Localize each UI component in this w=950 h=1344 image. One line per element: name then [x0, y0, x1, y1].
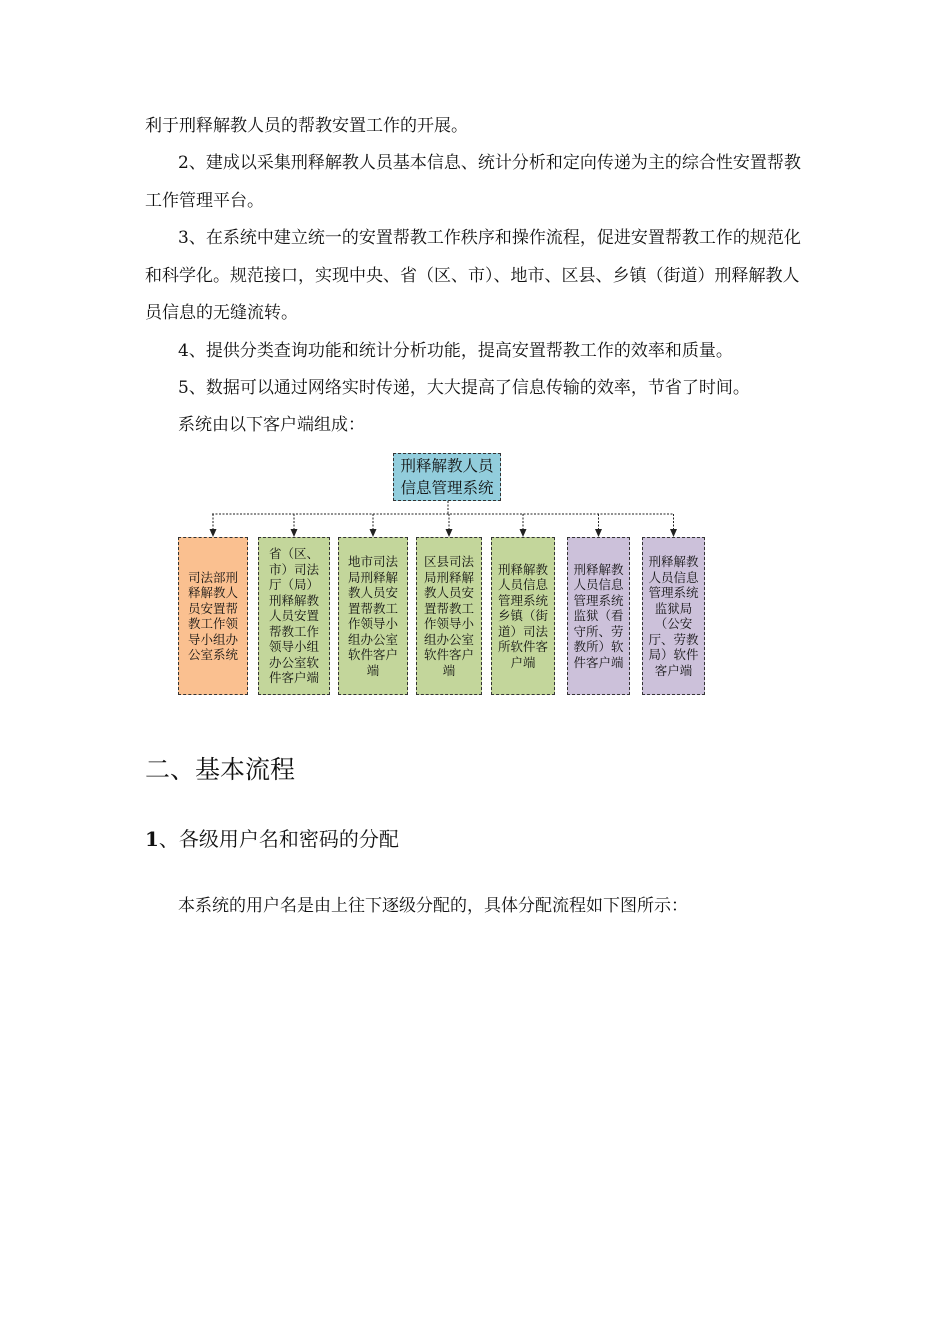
diagram-child-line: 省（区、 — [268, 546, 319, 562]
diagram-child-line: 作领导小 — [423, 616, 474, 631]
diagram-child-text — [573, 562, 623, 671]
diagram-child-line: 端 — [366, 662, 380, 678]
diagram-child-line: 办公室软 — [268, 654, 319, 670]
diagram-child-line: （公安 — [654, 616, 693, 631]
arrow-head-icon — [210, 529, 217, 537]
diagram-child-line: 人员信息 — [497, 577, 548, 593]
diagram-child-line: 导小组办 — [187, 631, 238, 647]
diagram-child-line: 教人员安 — [423, 585, 474, 600]
diagram-child-line: 作领导小 — [347, 616, 398, 631]
diagram-child-box — [491, 537, 555, 695]
paragraph-item-4: 4、提供分类查询功能和统计分析功能，提高安置帮教工作的效率和质量。 — [178, 341, 733, 361]
diagram-child-line: 厅、劳教 — [648, 631, 699, 647]
diagram-child-line: 区县司法 — [423, 554, 474, 569]
diagram-child-box — [416, 537, 482, 695]
diagram-root-box — [393, 453, 501, 501]
diagram-child-line: 司法部刑 — [187, 569, 238, 585]
diagram-child-text — [424, 554, 474, 678]
arrow-head-icon — [370, 529, 377, 537]
root-line-1: 刑释解教人员 — [400, 457, 494, 475]
diagram-child-line: 厅（局） — [268, 577, 319, 593]
section-heading: 二、基本流程 — [145, 755, 296, 784]
arrow-head-icon — [291, 529, 298, 537]
paragraph-continuation: 利于刑释解教人员的帮教安置工作的开展。 — [145, 116, 468, 136]
diagram-child-line: 员安置帮 — [187, 600, 238, 616]
org-diagram — [170, 450, 710, 700]
paragraph-item-5: 5、数据可以通过网络实时传递，大大提高了信息传输的效率，节省了时间。 — [178, 378, 750, 398]
diagram-child-line: 地市司法 — [347, 554, 398, 569]
paragraph-item-2: 2、建成以采集刑释解教人员基本信息、统计分析和定向传递为主的综合性安置帮教工作管理平台。 — [145, 153, 801, 211]
diagram-child-box — [642, 537, 705, 695]
diagram-child-text — [188, 570, 238, 663]
subsection-number: 1 — [145, 827, 159, 851]
diagram-child-line: 教所）软 — [573, 639, 624, 655]
diagram-child-line: 人员安置 — [268, 608, 319, 624]
diagram-child-line: 所软件客 — [497, 639, 548, 655]
diagram-child-box — [178, 537, 248, 695]
diagram-child-line: 守所、劳 — [573, 623, 624, 639]
diagram-child-line: 帮教工作 — [268, 623, 319, 639]
diagram-child-line: 管理系统 — [573, 592, 624, 608]
diagram-child-line: 客户端 — [654, 662, 693, 678]
diagram-child-line: 教工作领 — [187, 616, 238, 631]
diagram-child-line: 管理系统 — [497, 592, 548, 608]
diagram-child-line: 户端 — [510, 654, 536, 670]
diagram-child-text — [269, 546, 319, 686]
diagram-child-line: 刑释解教 — [573, 561, 624, 577]
diagram-child-line: 释解教人 — [187, 585, 238, 600]
diagram-child-line: 置帮教工 — [347, 600, 398, 616]
diagram-child-line: 置帮教工 — [423, 600, 474, 616]
diagram-child-text — [648, 554, 698, 678]
diagram-child-line: 市）司法 — [268, 561, 319, 577]
diagram-child-line: 端 — [442, 662, 456, 678]
diagram-child-box — [338, 537, 408, 695]
diagram-child-line: 教人员安 — [347, 585, 398, 600]
diagram-child-line: 刑释解教 — [268, 592, 319, 608]
diagram-child-line: 公室系统 — [187, 647, 238, 662]
root-line-2: 信息管理系统 — [400, 479, 494, 497]
diagram-child-line: 监狱局 — [654, 600, 693, 616]
diagram-child-box — [258, 537, 330, 695]
diagram-child-line: 乡镇（街 — [497, 608, 548, 624]
diagram-child-line: 管理系统 — [648, 585, 699, 600]
diagram-child-line: 刑释解教 — [648, 554, 699, 569]
diagram-child-line: 局刑释解 — [347, 569, 398, 585]
diagram-child-box — [567, 537, 630, 695]
diagram-child-line: 局刑释解 — [423, 569, 474, 585]
diagram-child-text — [498, 562, 548, 671]
arrow-head-icon — [595, 529, 602, 537]
diagram-child-line: 件客户端 — [268, 670, 319, 686]
diagram-child-line: 软件客户 — [423, 647, 474, 662]
diagram-child-text — [348, 554, 398, 678]
subsection-heading — [145, 824, 399, 854]
diagram-child-line: 人员信息 — [573, 577, 624, 593]
diagram-child-line: 人员信息 — [648, 569, 699, 585]
arrow-head-icon — [446, 529, 453, 537]
diagram-child-line: 组办公室 — [423, 631, 474, 647]
paragraph-user-allocation: 本系统的用户名是由上往下逐级分配的，具体分配流程如下图所示： — [178, 896, 688, 916]
diagram-child-line: 刑释解教 — [497, 561, 548, 577]
diagram-child-line: 道）司法 — [497, 623, 548, 639]
arrow-head-icon — [670, 529, 677, 537]
paragraph-intro-diagram: 系统由以下客户端组成： — [178, 415, 365, 435]
diagram-child-line: 件客户端 — [573, 654, 624, 670]
diagram-child-line: 软件客户 — [347, 647, 398, 662]
paragraph-item-3: 3、在系统中建立统一的安置帮教工作秩序和操作流程，促进安置帮教工作的规范化和科学化。规范接口，实现中央、省（区、市）、地市、区县、乡镇（街道）刑释解教人员信息的无缝流转。 — [145, 228, 801, 323]
arrow-head-icon — [520, 529, 527, 537]
subsection-title: 、各级用户名和密码的分配 — [158, 827, 399, 851]
diagram-child-line: 局）软件 — [648, 647, 699, 662]
diagram-child-line: 组办公室 — [347, 631, 398, 647]
diagram-child-line: 领导小组 — [268, 639, 319, 655]
diagram-child-line: 监狱（看 — [573, 608, 624, 624]
